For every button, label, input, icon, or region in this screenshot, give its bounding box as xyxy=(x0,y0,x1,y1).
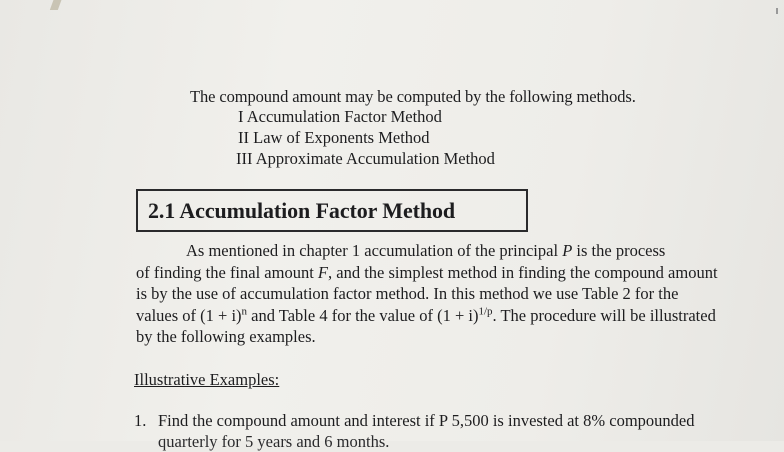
method-item: III Approximate Accumulation Method xyxy=(236,149,495,168)
page-edge-mark xyxy=(776,8,778,14)
section-title: 2.1 Accumulation Factor Method xyxy=(148,198,456,223)
examples-heading: Illustrative Examples: xyxy=(134,370,280,389)
variable-f: F xyxy=(317,262,329,282)
paragraph-text: As mentioned in chapter 1 accumulation of the principal xyxy=(186,241,563,260)
paragraph-line xyxy=(136,262,736,284)
example-item xyxy=(134,410,694,431)
page-corner-mark xyxy=(50,0,62,10)
example-number: 1. xyxy=(134,411,147,430)
section-heading-box xyxy=(136,189,528,232)
paragraph-text: and Table 4 for the value of (1 + i) xyxy=(247,305,479,325)
paragraph-text: . The procedure will be illustrated xyxy=(492,305,716,325)
exponent: n xyxy=(241,305,248,317)
method-item: II Law of Exponents Method xyxy=(238,128,430,147)
body-paragraph xyxy=(136,240,736,348)
example-text: Find the compound amount and interest if P 5,500 is invested at 8% compounded xyxy=(158,411,695,430)
paragraph-text: , and the simplest method in finding the compound amount xyxy=(328,262,718,282)
paragraph-text: of finding the final amount xyxy=(136,262,318,282)
paragraph-text: is the process xyxy=(572,241,666,260)
method-item: I Accumulation Factor Method xyxy=(238,107,442,126)
example-continuation xyxy=(158,432,389,452)
variable-p: P xyxy=(562,241,573,260)
paragraph-line: by the following examples. xyxy=(136,327,316,346)
exponent: 1/p xyxy=(478,305,493,317)
methods-list xyxy=(238,106,495,169)
intro-sentence: The compound amount may be computed by the following methods. xyxy=(190,87,636,106)
paragraph-line xyxy=(136,240,736,262)
paragraph-text: values of (1 + i) xyxy=(136,305,242,325)
paragraph-line: is by the use of accumulation factor method. In this method we use Table 2 for the xyxy=(136,284,679,303)
example-continuation-text: quarterly for 5 years and 6 months. xyxy=(158,432,390,451)
paragraph-line xyxy=(136,305,736,327)
